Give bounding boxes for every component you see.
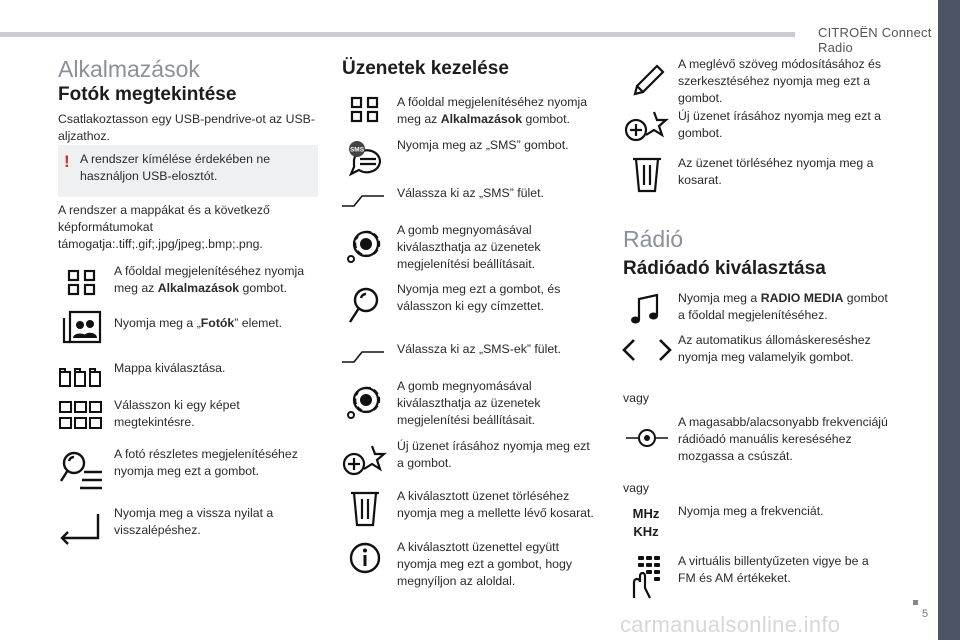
warning-icon: !: [64, 152, 70, 171]
trash-icon: [343, 488, 387, 528]
pencil-icon: [625, 60, 669, 100]
item-text: Nyomja meg az „SMS” gombot.: [397, 138, 569, 152]
sms-badge: SMS: [349, 146, 365, 154]
item-text: Új üzenet írásához nyomja meg ezt a gombot.: [678, 109, 882, 140]
subtitle-messages: Üzenetek kezelése: [342, 58, 509, 79]
or-text: vagy: [623, 481, 649, 495]
mhz-khz-icon: [624, 505, 668, 541]
item-text: A fotó részletes megjelenítéséhez nyomja meg ezt a gombot.: [114, 447, 298, 478]
item-text: Nyomja meg ezt a gombot, és válasszon ki egy címzettet.: [397, 282, 561, 313]
back-arrow-icon: [58, 506, 106, 546]
section-title-radio: Rádió: [623, 226, 684, 252]
watermark: carmanualsonline.info: [620, 612, 841, 637]
item-text: A főoldal megjelenítéséhez nyomja meg az Alkalmazások gombot.: [397, 95, 588, 126]
settings-gear-icon: [342, 226, 386, 266]
note-text: A rendszer kímélése érdekében ne használjon USB-elosztót.: [80, 152, 271, 183]
item-text: Nyomja meg a vissza nyilat a visszalépéshez.: [114, 506, 274, 537]
item-text: A virtuális billentyűzeten vigye be a FM és AM értékeket.: [678, 554, 869, 585]
item-text: Nyomja meg a „Fotók” elemet.: [114, 316, 283, 330]
music-note-icon: [625, 290, 669, 330]
page-edge-strip: [938, 0, 960, 640]
mhz-label: MHz: [632, 506, 660, 521]
apps-grid-icon: [343, 90, 387, 130]
settings-gear-icon: [342, 382, 386, 422]
header-title: CITROËN Connect Radio: [818, 25, 932, 55]
header-bar: [0, 32, 795, 37]
continue-marker: [913, 600, 918, 605]
intro-text: Csatlakoztasson egy USB-pendrive-ot az USB-aljzathoz.: [58, 112, 315, 143]
item-text: Válassza ki az „SMS” fület.: [397, 186, 544, 200]
trash-icon: [625, 154, 669, 194]
keypad-icon: [624, 552, 668, 602]
item-text: Új üzenet írásához nyomja meg ezt a gombot.: [397, 439, 590, 470]
tab-icon: [340, 182, 388, 222]
item-text: Az üzenet törléséhez nyomja meg a kosarat.: [678, 156, 874, 187]
item-text: A kiválasztott üzenettel együtt nyomja meg ezt a gombot, hogy megnyíljon az aloldal.: [397, 540, 572, 588]
page-number: 5: [922, 608, 929, 620]
tab-icon: [340, 338, 388, 378]
info-icon: [343, 538, 387, 578]
item-text: Válasszon ki egy képet megtekintésre.: [114, 398, 240, 429]
new-star-icon: [340, 440, 388, 480]
item-text: A főoldal megjelenítéséhez nyomja meg az Alkalmazások gombot.: [114, 264, 305, 295]
photos-icon: [60, 308, 104, 348]
sms-icon: [343, 138, 387, 178]
item-text: Nyomja meg a frekvenciát.: [678, 504, 824, 518]
item-text: Válassza ki az „SMS-ek” fület.: [397, 342, 562, 356]
item-text: A magasabb/alacsonyabb frekvenciájú rádióadó manuális kereséséhez mozgassa a csúszát.: [678, 415, 888, 463]
subtitle-radio-select: Rádióadó kiválasztása: [623, 258, 826, 279]
folder-tabs-icon: [58, 360, 106, 400]
or-text: vagy: [623, 391, 649, 405]
search-icon: [342, 284, 386, 324]
section-title-apps: Alkalmazások: [58, 56, 200, 82]
item-text: A gomb megnyomásával kiválaszthatja az üzenetek megjelenítési beállításait.: [397, 379, 541, 427]
chevrons-icon: [620, 332, 674, 372]
subtitle-photos: Fotók megtekintése: [58, 84, 237, 105]
image-grid-icon: [58, 396, 106, 436]
new-star-icon: [622, 106, 670, 146]
apps-grid-icon: [60, 262, 104, 302]
details-search-icon: [58, 448, 106, 488]
item-text: A meglévő szöveg módosításához és szerkesztéséhez nyomja meg ezt a gombot.: [678, 57, 882, 105]
item-text: A kiválasztott üzenet törléséhez nyomja meg a mellette lévő kosarat.: [397, 489, 594, 520]
khz-label: KHz: [633, 524, 659, 539]
item-text: Az automatikus állomáskereséshez nyomja meg valamelyik gombot.: [678, 333, 871, 364]
formats-text: A rendszer a mappákat és a következő képformátumokat támogatja:.tiff;.gif;.jpg/jpeg;.bmp;.png.: [58, 203, 270, 251]
item-text: Mappa kiválasztása.: [114, 361, 226, 375]
slider-icon: [622, 420, 672, 460]
item-text: A gomb megnyomásával kiválaszthatja az üzenetek megjelenítési beállításait.: [397, 223, 541, 271]
item-text: Nyomja meg a RADIO MEDIA gombot a főoldal megjelenítéséhez.: [678, 291, 888, 322]
